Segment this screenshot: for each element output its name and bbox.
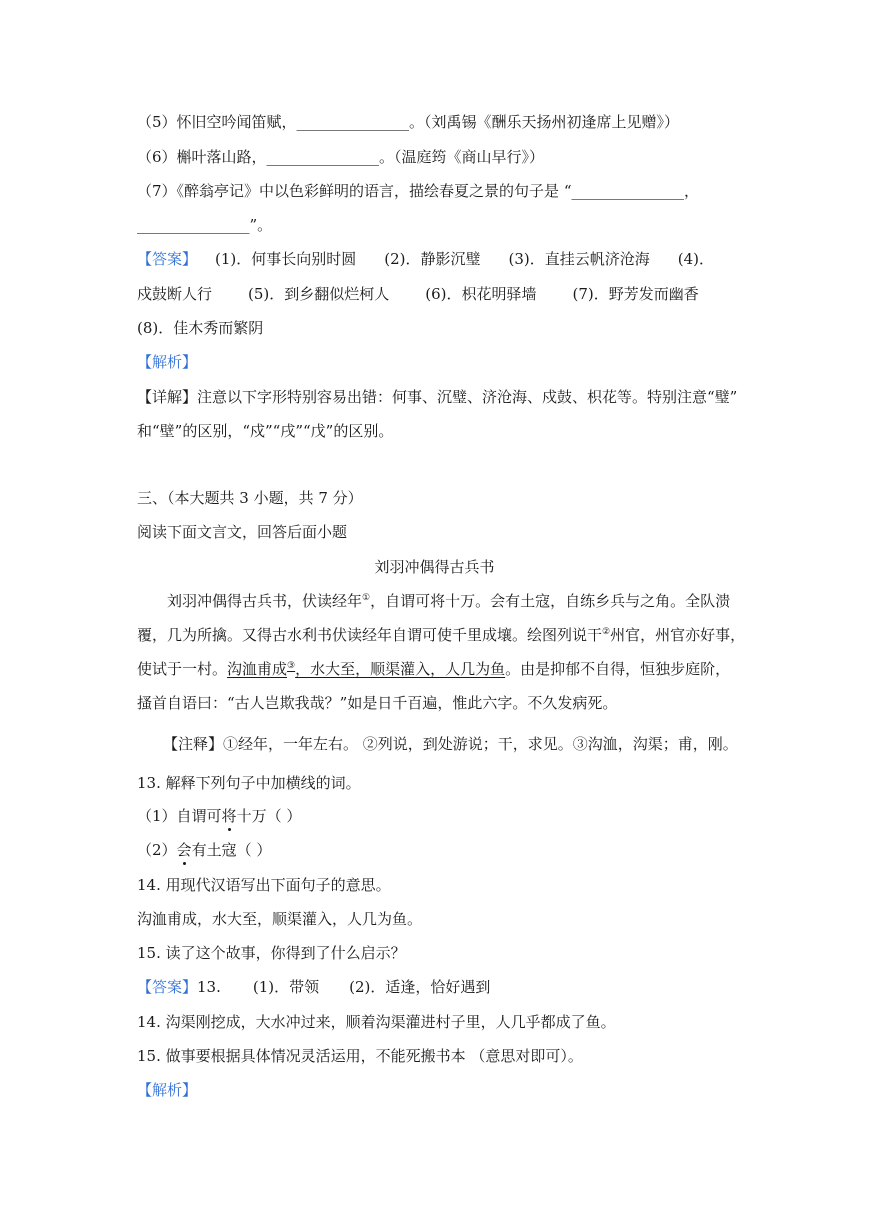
section-3-instruction: 阅读下面文言文，回答后面小题 bbox=[137, 523, 348, 541]
item-5 bbox=[137, 112, 679, 132]
answer-2-part: (2)．适逢，恰好遇到 bbox=[349, 978, 491, 996]
passage-line-3 bbox=[137, 659, 730, 679]
question-14: 14. 用现代汉语写出下面句子的意思。 bbox=[137, 876, 391, 894]
answer-2-line1 bbox=[137, 977, 490, 997]
underlined-phrase: 沟洫甫成 bbox=[227, 660, 288, 678]
item-6-suffix: 。（温庭筠《商山早行》） bbox=[379, 148, 545, 166]
passage-text: 刘羽冲偶得古兵书，伏读经年 bbox=[167, 592, 363, 610]
answer-15: 15. 做事要根据具体情况灵活运用，不能死搬书本 （意思对即可）。 bbox=[137, 1047, 583, 1065]
answer-label: 【答案】 bbox=[137, 978, 198, 996]
question-text: （1）自谓可 bbox=[137, 807, 222, 825]
footnote-mark: ① bbox=[362, 593, 371, 603]
answer-2-part: (1)．带领 bbox=[252, 978, 320, 996]
answer-1-part: (6)．枳花明驿墙 bbox=[425, 285, 537, 303]
answer-1-part: (3)．直挂云帆济沧海 bbox=[508, 250, 650, 268]
question-13-1 bbox=[137, 806, 301, 826]
item-5-prefix: （5）怀旧空吟闻笛赋， bbox=[137, 113, 297, 131]
answer-14: 14. 沟渠刚挖成，大水冲过来，顺着沟渠灌进村子里，人几乎都成了鱼。 bbox=[137, 1013, 616, 1031]
question-13: 13. 解释下列句子中加横线的词。 bbox=[137, 774, 361, 792]
question-14-sentence: 沟洫甫成，水大至，顺渠灌入，人几为鱼。 bbox=[137, 910, 423, 928]
answer-1-part: (1)．何事长向别时圆 bbox=[215, 250, 357, 268]
item-6 bbox=[137, 147, 544, 167]
answer-1-line1 bbox=[137, 249, 714, 269]
passage-title: 刘羽冲偶得古兵书 bbox=[374, 558, 495, 576]
analysis-label-2: 【解析】 bbox=[137, 1081, 198, 1099]
question-13-2 bbox=[137, 840, 271, 860]
answer-1-part: 戍鼓断人行 bbox=[137, 285, 213, 303]
section-3-heading: 三、（本大题共 3 小题，共 7 分） bbox=[137, 489, 363, 507]
footnote-mark: ③ bbox=[287, 661, 296, 671]
item-7: （7）《醉翁亭记》中以色彩鲜明的语言，描绘春夏之景的句子是 “_______________， bbox=[137, 182, 699, 200]
answer-1-line2 bbox=[137, 284, 699, 304]
item-5-blank: _______________ bbox=[296, 113, 410, 131]
footnote-mark: ② bbox=[602, 627, 611, 637]
detail-line-2: 和“壁”的区别，“戍”“戌”“戊”的区别。 bbox=[137, 422, 394, 440]
passage-notes: 【注释】①经年，一年左右。 ②列说，到处游说；干，求见。③沟洫，沟渠；甫，刚。 bbox=[163, 735, 738, 753]
emphasized-word: 将 bbox=[221, 807, 237, 825]
answer-label: 【答案】 bbox=[137, 250, 198, 268]
answer-1-part: (7)．野芳发而幽香 bbox=[572, 285, 699, 303]
answer-1-part: (5)．到乡翻似烂柯人 bbox=[248, 285, 390, 303]
question-15: 15. 读了这个故事，你得到了什么启示？ bbox=[137, 944, 406, 962]
passage-line-4: 搔首自语曰：“古人岂欺我哉？”如是日千百遍，惟此六字。不久发病死。 bbox=[137, 694, 618, 712]
passage-text: 使试于一村。 bbox=[137, 660, 228, 678]
answer-1-line3: (8)．佳木秀而繁阴 bbox=[137, 319, 264, 337]
analysis-label: 【解析】 bbox=[137, 353, 198, 371]
passage-text: 州官，州官亦好事， bbox=[610, 626, 746, 644]
answer-2-part: 13. bbox=[197, 978, 221, 996]
question-text: 十万（ ） bbox=[236, 807, 302, 825]
passage-line-1 bbox=[167, 591, 730, 611]
passage-text: 。由是抑郁不自得，恒独步庭阶， bbox=[505, 660, 731, 678]
detail-line-1: 【详解】注意以下字形特别容易出错：何事、沉璧、济沧海、戍鼓、枳花等。特别注意“璧” bbox=[137, 388, 738, 406]
passage-text: ，自谓可将十万。会有土寇，自练乡兵与之角。全队溃 bbox=[370, 592, 731, 610]
passage-text: 覆，几为所擒。又得古水利书伏读经年自谓可使千里成壤。绘图列说干 bbox=[137, 626, 603, 644]
passage-line-2 bbox=[137, 625, 745, 645]
item-6-blank: _______________ bbox=[266, 148, 380, 166]
question-text: （2） bbox=[137, 841, 177, 859]
answer-1-part: (2)．静影沉璧 bbox=[384, 250, 481, 268]
item-5-suffix: 。（刘禹锡《酬乐天扬州初逢席上见赠》） bbox=[409, 113, 680, 131]
item-6-prefix: （6）槲叶落山路， bbox=[137, 148, 267, 166]
answer-1-part: (4)． bbox=[677, 250, 715, 268]
question-text: 有土寇（ ） bbox=[191, 841, 272, 859]
item-7-cont: _______________”。 bbox=[137, 216, 273, 234]
underlined-phrase: ，水大至，顺渠灌入，人几为鱼 bbox=[295, 660, 506, 678]
emphasized-word: 会 bbox=[176, 841, 192, 859]
